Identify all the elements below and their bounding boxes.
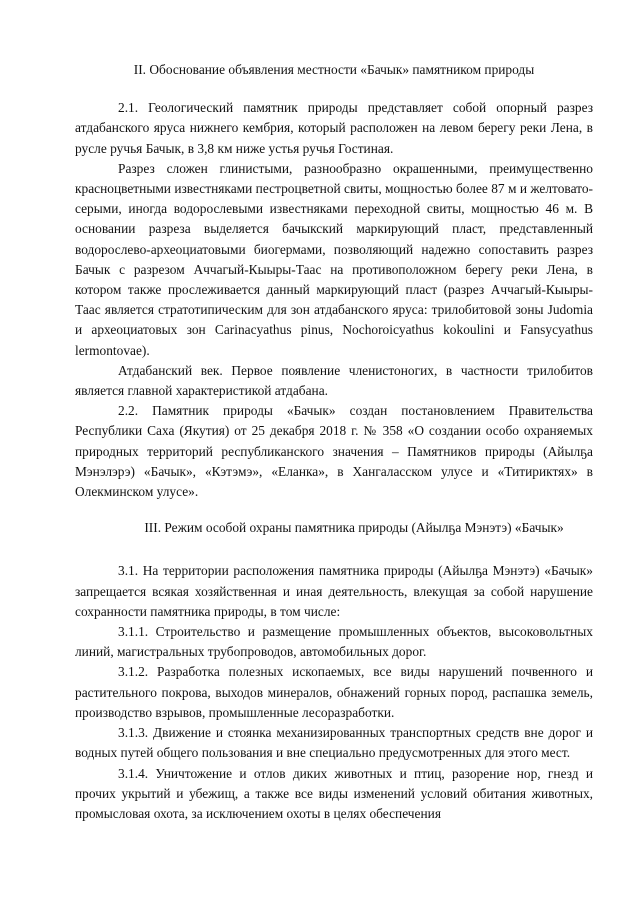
paragraph-3-1-4: 3.1.4. Уничтожение и отлов диких животных и птиц, разорение нор, гнезд и прочих укрытий и убежищ, а также все виды изменений условий обитания животных, промысловая охота, за исключением охоты в целях обеспечения (75, 765, 593, 821)
paragraph-atdaban-age: Атдабанский век. Первое появление членистоногих, в частности трилобитов является главной характеристикой атдабана. (75, 362, 593, 399)
paragraph-3-1: 3.1. На территории расположения памятника природы (Айылҕа Мэнэтэ) «Бачык» запрещается всякая хозяйственная и иная деятельность, влекущая за собой нарушение сохранности памятника природы, в том числе: (75, 563, 593, 619)
section-2-title: II. Обоснование объявления местности «Бачык» памятником природы (133, 62, 535, 77)
paragraph-3-1-3: 3.1.3. Движение и стоянка механизированных транспортных средств вне дорог и водных путей общего пользования и вне специально предусмотренных для этого мест. (75, 725, 593, 761)
paragraph-section-description: Разрез сложен глинистыми, разнообразно окрашенными, преимущественно красноцветными известняками пестроцветной свиты, мощностью более 87 м и желтовато-серыми, иногда водорослевыми известняками переходной свиты, мощностью 46 м. В основании разреза выделяется бачыкский маркирующий пласт, представленный водорослево-археоциатовыми биогермами, позволяющий надежно сопоставить разрез Бачык с разрезом Аччагый-Кыыры-Таас на противоположном берегу реки Лена, в котором также прослеживается данный маркирующий пласт (разрез Аччагый-Кыыры-Таас является стратотипическим для зон атдабанского яруса: трилобитовой зоны Judomia и археоциатовых зон Carinacyathus pinus, Nochoroicyathus kokoulini и Fansycyathus lermontovae). (75, 160, 593, 358)
paragraph-2-2: 2.2. Памятник природы «Бачык» создан постановлением Правительства Республики Саха (Якутия) от 25 декабря 2018 г. № 358 «О создании особо охраняемых природных территорий республиканского значения – Памятников природы (Айылҕа Мэнэлэрэ) «Бачык», «Кэтэмэ», «Еланка», в Хангаласском улусе и «Титириктях» в Олекминском улусе». (75, 403, 593, 500)
section-3-title: III. Режим особой охраны памятника природы (Айылҕа Мэнэтэ) «Бачык» (144, 520, 564, 536)
paragraph-3-1-2: 3.1.2. Разработка полезных ископаемых, все виды нарушений почвенного и растительного покрова, выходов минералов, обнажений горных пород, распашка земель, производство взрывов, промышленные лесоразработки. (75, 664, 593, 720)
document-page (75, 60, 593, 824)
paragraph-3-1-1: 3.1.1. Строительство и размещение промышленных объектов, высоковольтных линий, магистральных трубопроводов, автомобильных дорог. (75, 624, 593, 660)
paragraph-2-1: 2.1. Геологический памятник природы представляет собой опорный разрез атдабанского яруса нижнего кембрия, который расположен на левом берегу реки Лена, в русле ручья Бачык, в 3,8 км ниже устья ручья Гостиная. (75, 100, 593, 156)
